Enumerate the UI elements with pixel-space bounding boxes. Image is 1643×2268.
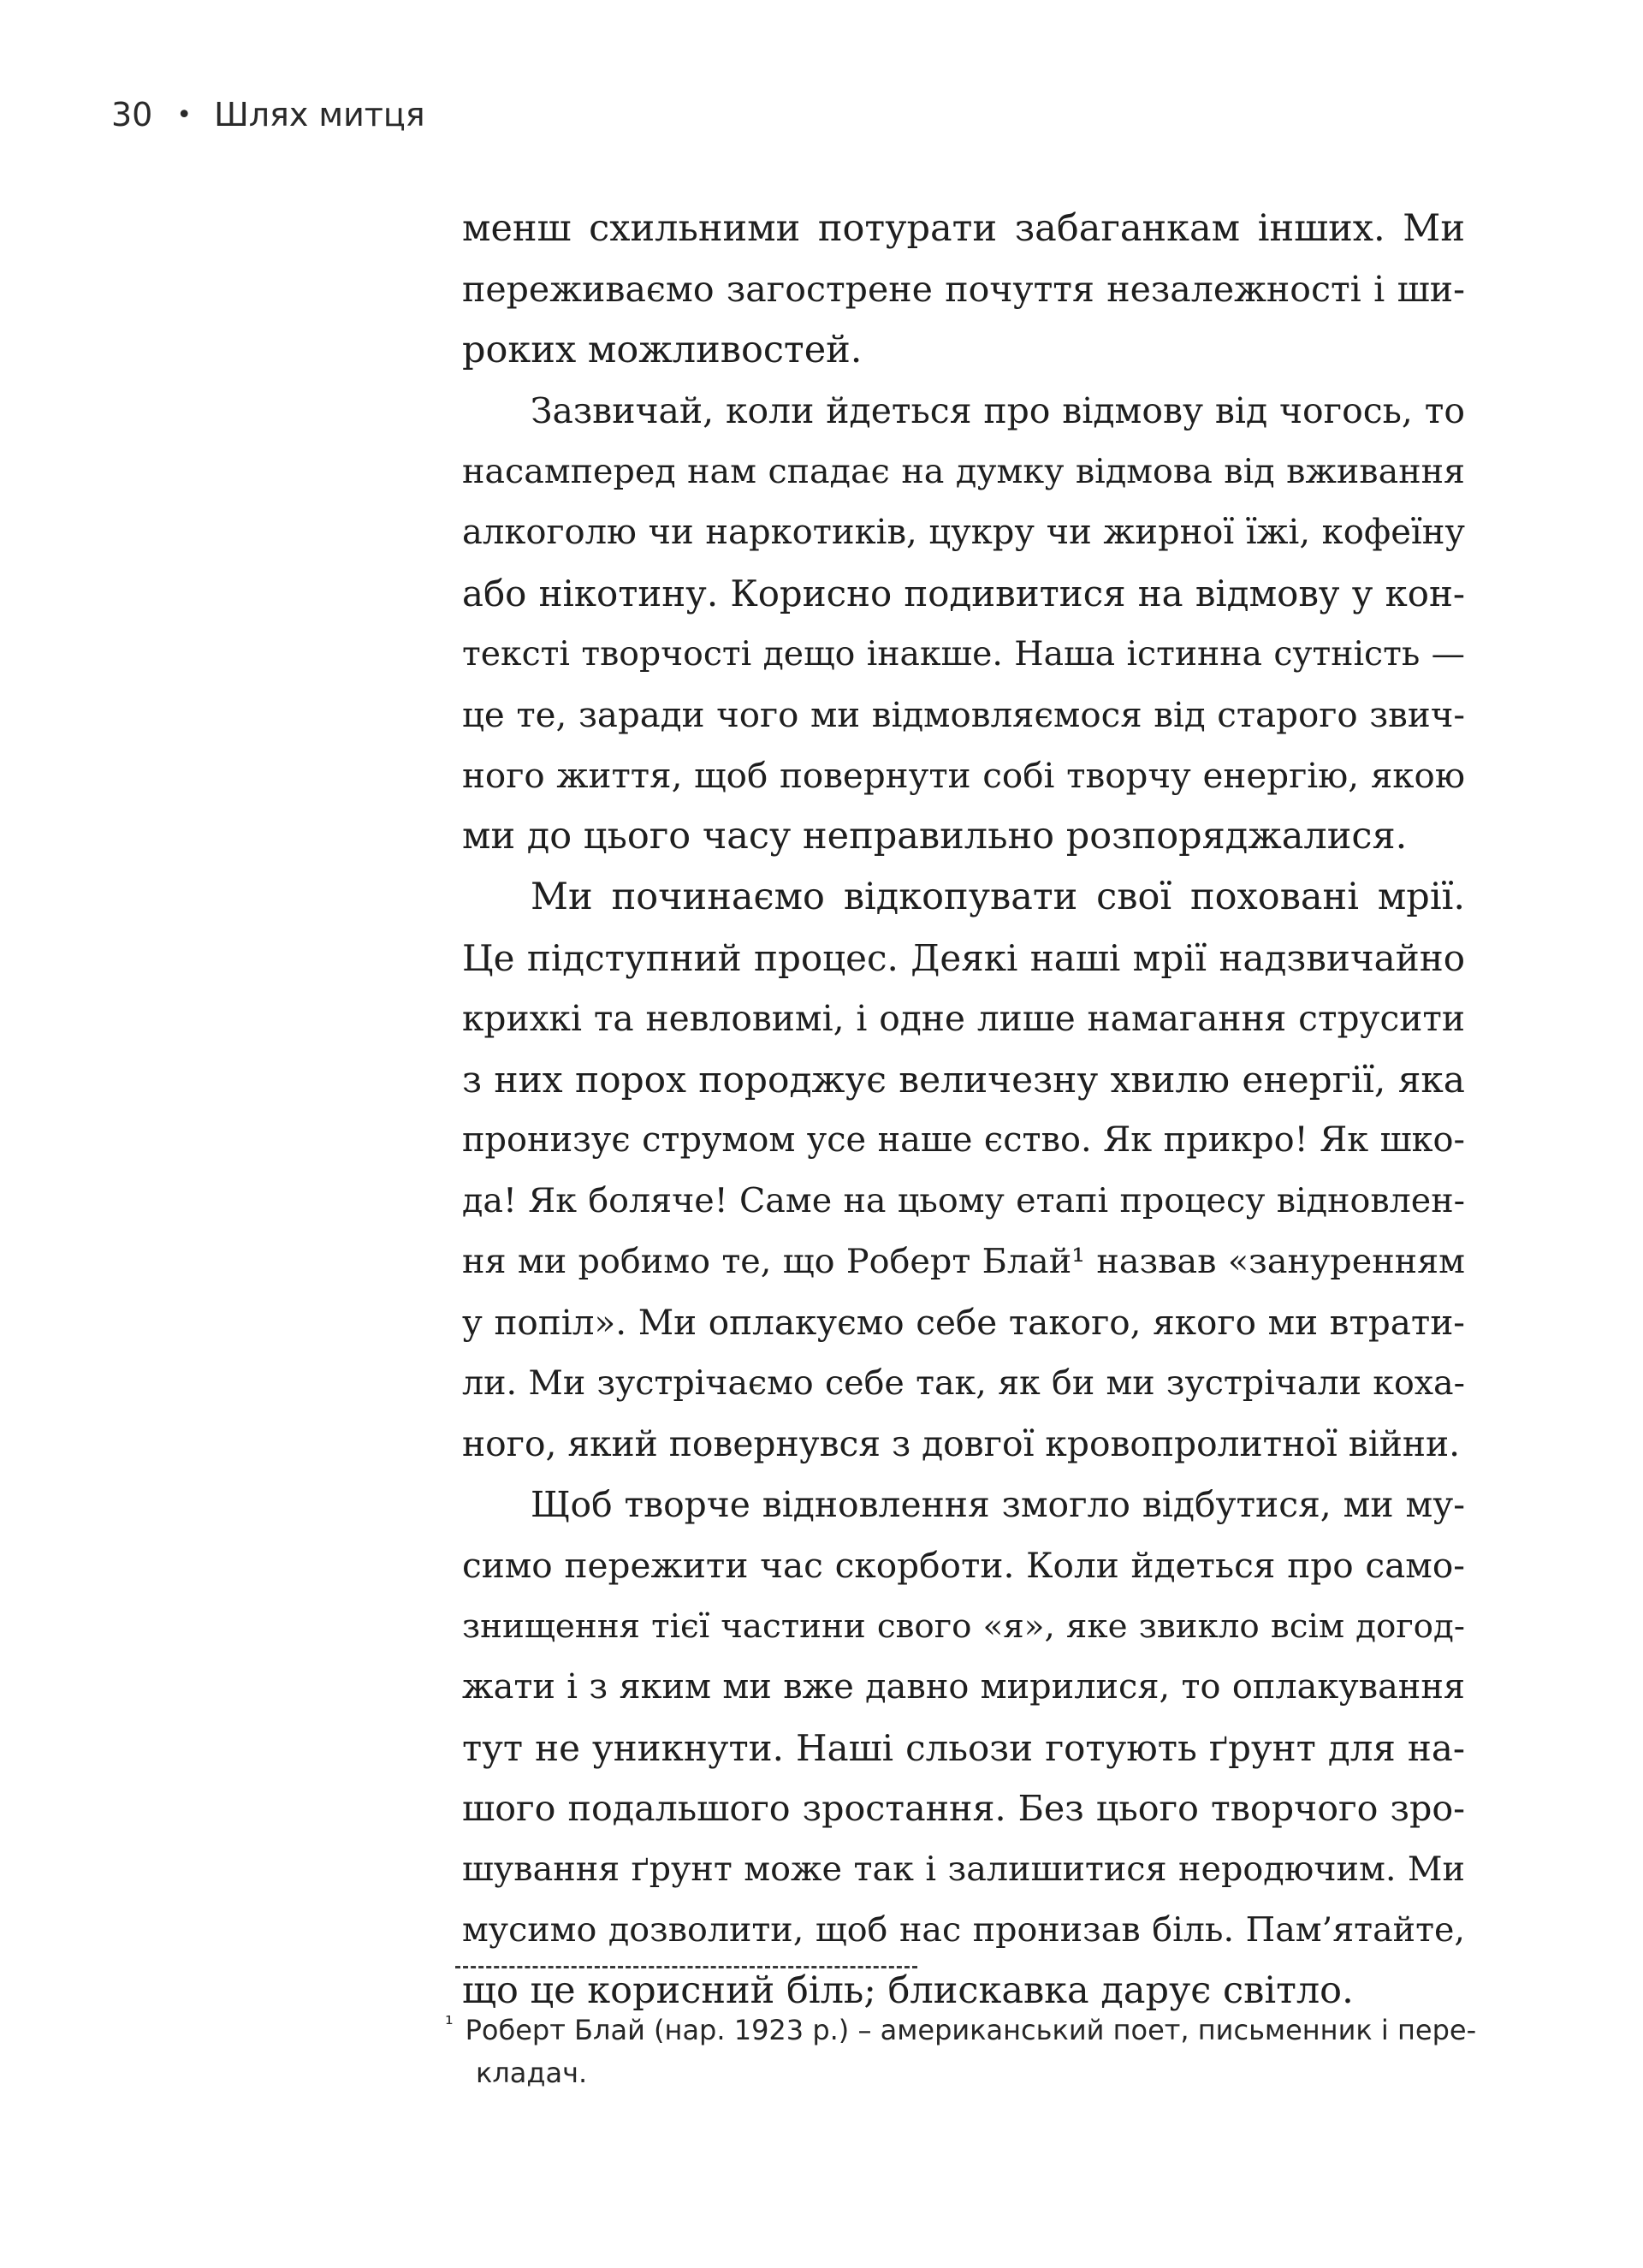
text-line: алкоголю чи наркотиків, цукру чи жирної їжі, кофеїну [462, 513, 1465, 552]
text-line: переживаємо загострене почуття незалежності і ши- [462, 269, 1465, 310]
text-line: ного життя, щоб повернути собі творчу енергію, якою [462, 756, 1465, 796]
text-line: ми до цього часу неправильно розпоряджалися. [462, 815, 1408, 858]
text-line: Щоб творче відновлення змогло відбутися, ми му- [531, 1484, 1465, 1525]
text-line: це те, заради чого ми відмовляємося від старого звич- [462, 695, 1465, 735]
body-text [462, 199, 1465, 2022]
text-line: шого подальшого зростання. Без цього творчого зро- [462, 1788, 1465, 1829]
text-line: ли. Ми зустрічаємо себе так, як би ми зустрічали коха- [462, 1363, 1465, 1403]
text-line: Зазвичай, коли йдеться про відмову від чогось, то [531, 390, 1465, 431]
text-line: насамперед нам спадає на думку відмова від вживання [462, 452, 1465, 491]
text-line: менш схильними потурати забаганкам інших. Ми [462, 207, 1465, 250]
text-line: що це корисний біль; блискавка дарує світло. [462, 1969, 1354, 2012]
footnote-line [445, 2003, 1477, 2051]
text-line: мусимо дозволити, щоб нас пронизав біль. Пам’ятайте, [462, 1910, 1465, 1950]
text-line: да! Як боляче! Саме на цьому етапі процесу відновлен- [462, 1181, 1465, 1220]
separator-bullet: • [176, 100, 193, 130]
footnote-line: кладач. [476, 2057, 588, 2089]
text-line: з них порох породжує величезну хвилю енергії, яка [462, 1059, 1465, 1101]
text-line: шування ґрунт може так і залишитися неродючим. Ми [462, 1849, 1465, 1889]
text-line: Ми починаємо відкопувати свої поховані мрії. [531, 876, 1465, 918]
book-title: Шлях митця [214, 96, 425, 134]
text-line: або нікотину. Корисно подивитися на відмову у кон- [462, 573, 1465, 614]
footnote-divider [455, 1966, 917, 1968]
text-line: пронизує струмом усе наше єство. Як прикро! Як шко- [462, 1120, 1465, 1160]
footnote [445, 2003, 1477, 2094]
text-line: крихкі та невловимі, і одне лише намагання струсити [462, 998, 1465, 1039]
text-line: ного, який повернувся з довгої кровопролитної війни. [462, 1423, 1461, 1464]
text-line: симо пережити час скорботи. Коли йдеться про само- [462, 1545, 1465, 1586]
text-line: Це підступний процес. Деякі наші мрії надзвичайно [462, 937, 1465, 979]
page-number: 30 [111, 96, 153, 134]
footnote-text: Роберт Блай (нар. 1923 р.) – американський поет, письменник і пере- [465, 2014, 1477, 2046]
text-line: роких можливостей. [462, 329, 863, 371]
text-line: у попіл». Ми оплакуємо себе такого, якого ми втрати- [462, 1302, 1465, 1343]
text-line: тут не уникнути. Наші сльози готують ґрунт для на- [462, 1727, 1465, 1769]
text-line: знищення тієї частини свого «я», яке звикло всім догод- [462, 1607, 1465, 1646]
running-head [111, 96, 425, 134]
text-line: жати і з яким ми вже давно мирилися, то оплакування [462, 1667, 1465, 1707]
footnote-marker: ¹ [445, 2012, 454, 2036]
text-line: ня ми робимо те, що Роберт Блай¹ назвав «зануренням [462, 1242, 1465, 1281]
text-line: тексті творчості дещо інакше. Наша істинна сутність — [462, 634, 1465, 674]
